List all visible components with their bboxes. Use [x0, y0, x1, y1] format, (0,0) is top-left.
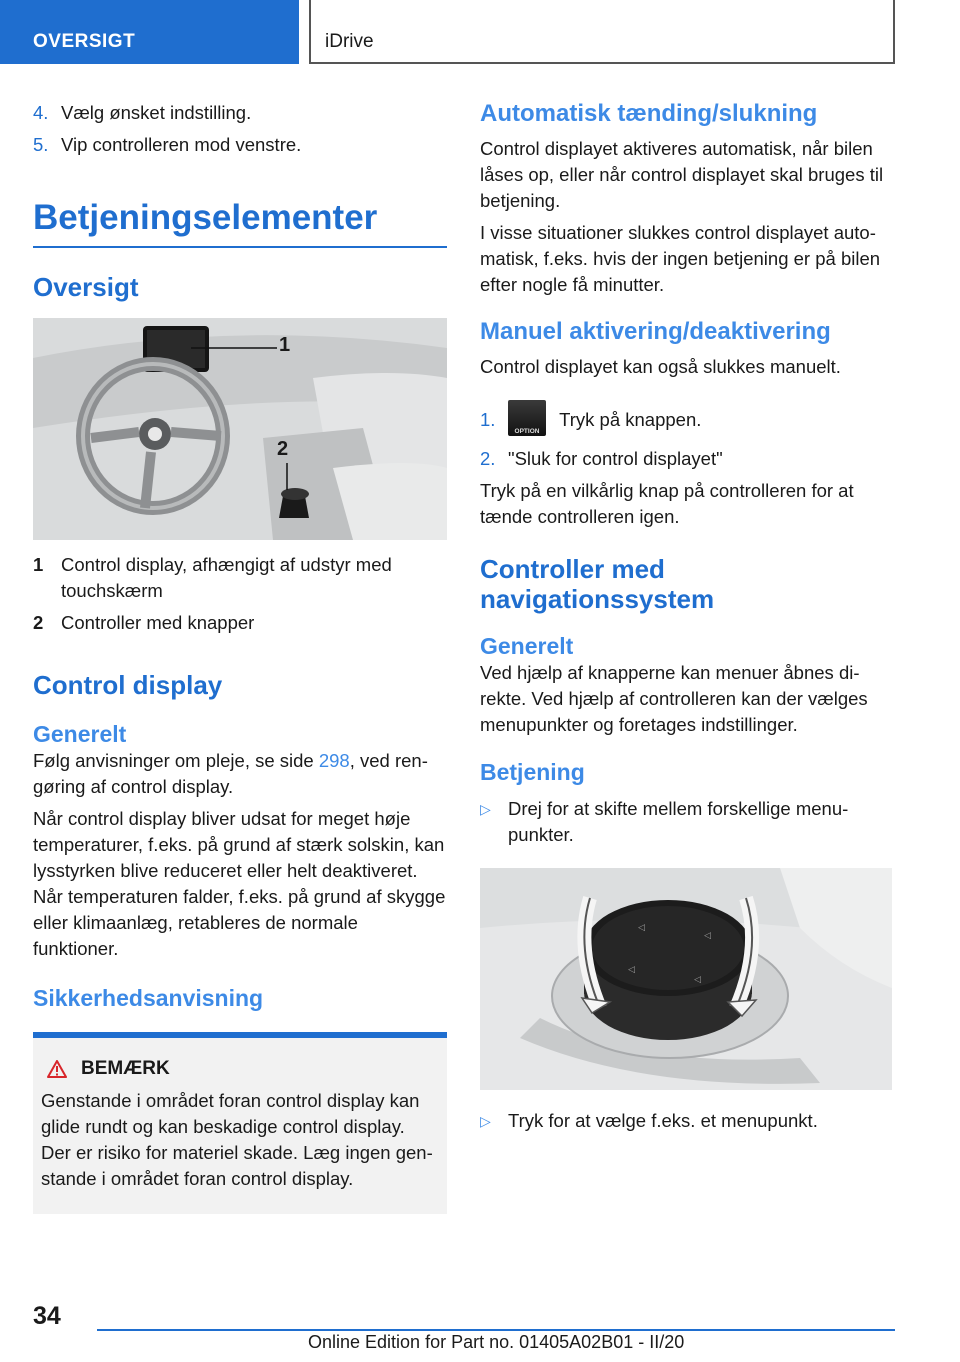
header-chapter-tab: [311, 0, 895, 64]
figure-callout-1: 1: [279, 334, 291, 356]
cockpit-illustration: [33, 318, 447, 540]
manual-paragraph-2: Tryk på en vilkårlig knap på controlleren for at tænde controlleren igen.: [480, 480, 854, 527]
left-column: [33, 100, 447, 1214]
controller-illustration: [480, 868, 892, 1090]
svg-text:◁: ◁: [638, 922, 645, 932]
right-column: [480, 100, 892, 1134]
figure-callout-2: 2: [277, 438, 289, 460]
svg-text:◁: ◁: [704, 930, 711, 940]
general-paragraph-1: Følg anvisninger om pleje, se side 298, ved rengøring af control display.: [33, 750, 428, 797]
footer-edition: Online Edition for Part no. 01405A02B01 - II/20: [308, 1332, 685, 1352]
general-paragraph-2: Når control display bliver udsat for meget høje temperaturer, f.eks. på grund af stærk solskin, kan lysstyrken blive reduceret eller helt deaktiveret. Når temperaturen falder, f.eks. på grund af skygge eller klimaanlæg, retableres de normale funktioner.: [33, 808, 446, 959]
footer-rule: [97, 1329, 895, 1331]
page-number: 34: [33, 1302, 61, 1330]
controller-drawing: [480, 868, 892, 1090]
manual-paragraph-1: Control displayet kan også slukkes manuelt.: [480, 356, 841, 377]
safety-heading: Sikkerhedsanvisning: [33, 985, 264, 1011]
general-heading: Generelt: [33, 721, 127, 747]
list-item: 1. OPTION Tryk på knappen.: [480, 400, 892, 440]
page-link[interactable]: 298: [318, 750, 350, 771]
control-display-heading: Control display: [33, 670, 223, 700]
notice-box: [33, 1038, 447, 1214]
list-item: 2. "Sluk for control displayet": [480, 448, 723, 469]
list-item: 4. Vælg ønsket indstilling.: [33, 102, 252, 123]
notice-title: BEMÆRK: [41, 1058, 439, 1080]
svg-text:◁: ◁: [628, 964, 635, 974]
controller-general-paragraph: Ved hjælp af knapperne kan menuer åbnes direkte. Ved hjælp af controlleren kan der vælges menupunkter og foretages indstillinger.: [480, 662, 868, 735]
auto-heading: Automatisk tænding/slukning: [480, 100, 818, 127]
manual-steps: [480, 400, 892, 472]
auto-paragraph-2: I visse situationer slukkes control displayet automatisk, f.eks. hvis der ingen betjening er på bilen efter nogle få minutter.: [480, 222, 881, 295]
list-item: ▷ Tryk for at vælge f.eks. et menupunkt.: [480, 1108, 892, 1134]
list-item: 5. Vip controlleren mod venstre.: [33, 134, 302, 155]
manual-heading: Manuel aktivering/deaktivering: [480, 318, 831, 345]
list-item: ▷ Drej for at skifte mellem forskellige menupunkter.: [480, 798, 849, 845]
svg-text:◁: ◁: [694, 974, 701, 984]
chapter-title: Betjeningselementer: [33, 198, 378, 237]
notice-text: Genstande i området foran control display kan glide rundt og kan beskadige control display. Der er risiko for materiel skade. Læg ingen genstande i området foran control display.: [41, 1090, 433, 1189]
triangle-bullet-icon: ▷: [480, 1113, 491, 1129]
controller-heading: Controller med navigationssystem: [480, 554, 715, 614]
auto-paragraph-1: Control displayet aktiveres automatisk, når bilen låses op, eller når control displayet skal bruges til betjening.: [480, 138, 884, 211]
operation-bullets: [480, 796, 892, 848]
cockpit-drawing: [33, 318, 447, 540]
list-item: 1 Control display, afhængigt af udstyr med touchskærm: [33, 554, 392, 601]
header-section-tab: [0, 0, 299, 64]
operation-heading: Betjening: [480, 759, 585, 785]
option-button-icon: OPTION: [508, 400, 546, 436]
list-item: 2 Controller med knapper: [33, 612, 255, 633]
header-section-label: OVERSIGT: [33, 31, 136, 52]
warning-icon: [47, 1060, 67, 1078]
operation-bullets-2: [480, 1108, 892, 1134]
overview-heading: Oversigt: [33, 272, 139, 302]
controller-general-heading: Generelt: [480, 633, 574, 659]
header-chapter-label: iDrive: [325, 31, 374, 52]
step-list: [33, 100, 447, 158]
figure-legend: [33, 552, 447, 636]
triangle-bullet-icon: ▷: [480, 801, 491, 817]
